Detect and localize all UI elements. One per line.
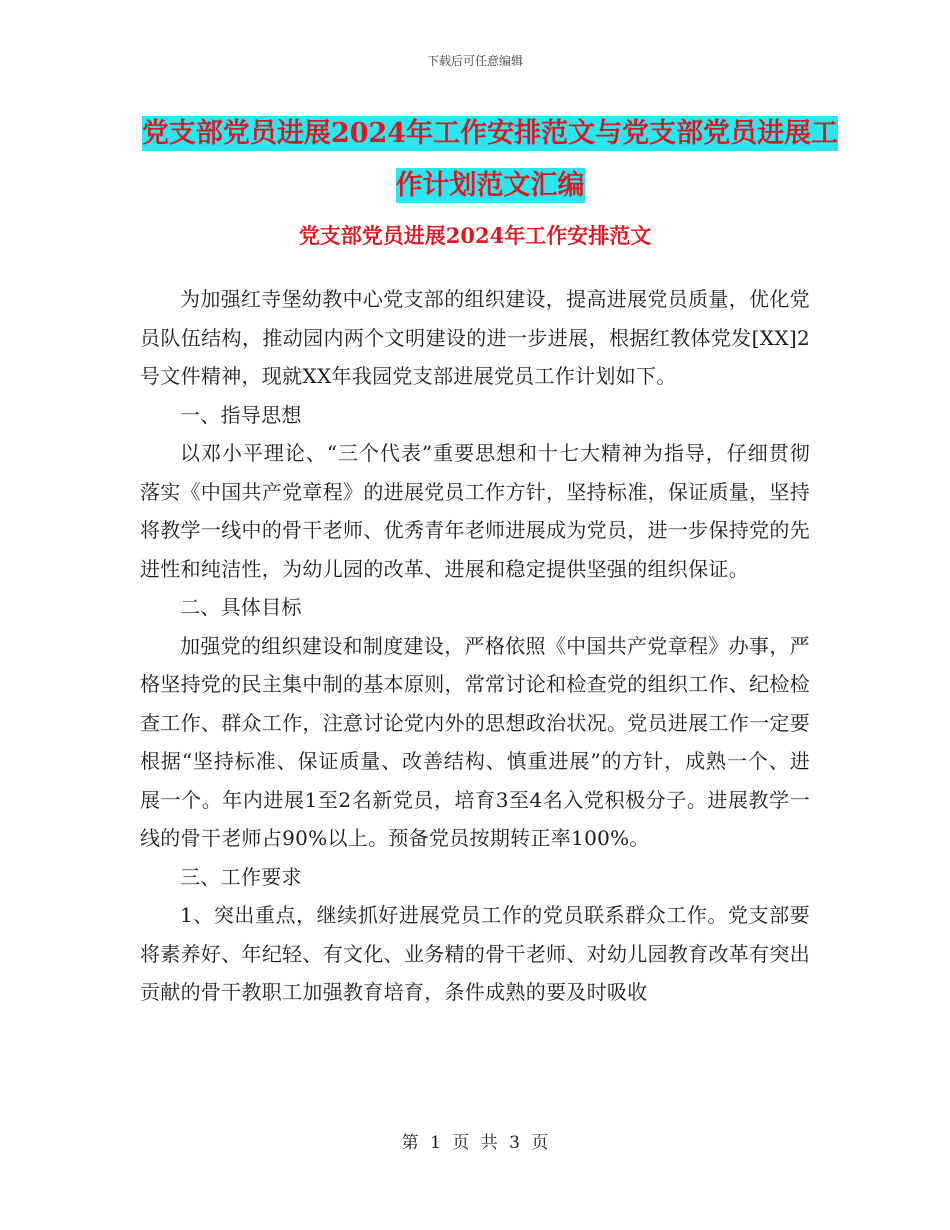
body-paragraph: 为加强红寺堡幼教中心党支部的组织建设，提高进展党员质量，优化党员队伍结构，推动园内两个文明建设的进一步进展，根据红教体党发[XX]2号文件精神，现就XX年我园党支部进展党员工作计划如下。 [140,287,810,388]
section-title: 党支部党员进展2024年工作安排范文 [298,223,652,248]
page-header-note: 下载后可任意编辑 [426,54,523,68]
document-title [140,108,840,212]
heading-guiding-ideology: 一、指导思想 [180,402,302,427]
heading-work-requirements: 三、工作要求 [180,864,302,889]
body-paragraph: 1、突出重点，继续抓好进展党员工作的党员联系群众工作。党支部要将素养好、年纪轻、有文化、业务精的骨干老师、对幼儿园教育改革有突出贡献的骨干教职工加强教育培育，条件成熟的要及时吸收 [140,903,810,1004]
page-number-footer: 第 1 页 共 3 页 [401,1133,549,1153]
body-paragraph: 加强党的组织建设和制度建设，严格依照《中国共产党章程》办事，严格坚持党的民主集中制的基本原则，常常讨论和检查党的组织工作、纪检检查工作、群众工作，注意讨论党内外的思想政治状况。党员进展工作一定要根据“坚持标准、保证质量、改善结构、慎重进展”的方针，成熟一个、进展一个。年内进展1至2名新党员，培育3至4名入党积极分子。进展教学一线的骨干老师占90%以上。预备党员按期转正率100%。 [140,633,810,850]
document-body [140,280,810,1012]
heading-specific-goals: 二、具体目标 [180,595,302,619]
body-paragraph: 以邓小平理论、“三个代表”重要思想和十七大精神为指导，仔细贯彻落实《中国共产党章程》的进展党员工作方针，坚持标准，保证质量，坚持将教学一线中的骨干老师、优秀青年老师进展成为党员，进一步保持党的先进性和纯洁性，为幼儿园的改革、进展和稳定提供坚强的组织保证。 [140,441,810,581]
document-title-text: 党支部党员进展2024年工作安排范文与党支部党员进展工作计划范文汇编 [141,118,839,201]
